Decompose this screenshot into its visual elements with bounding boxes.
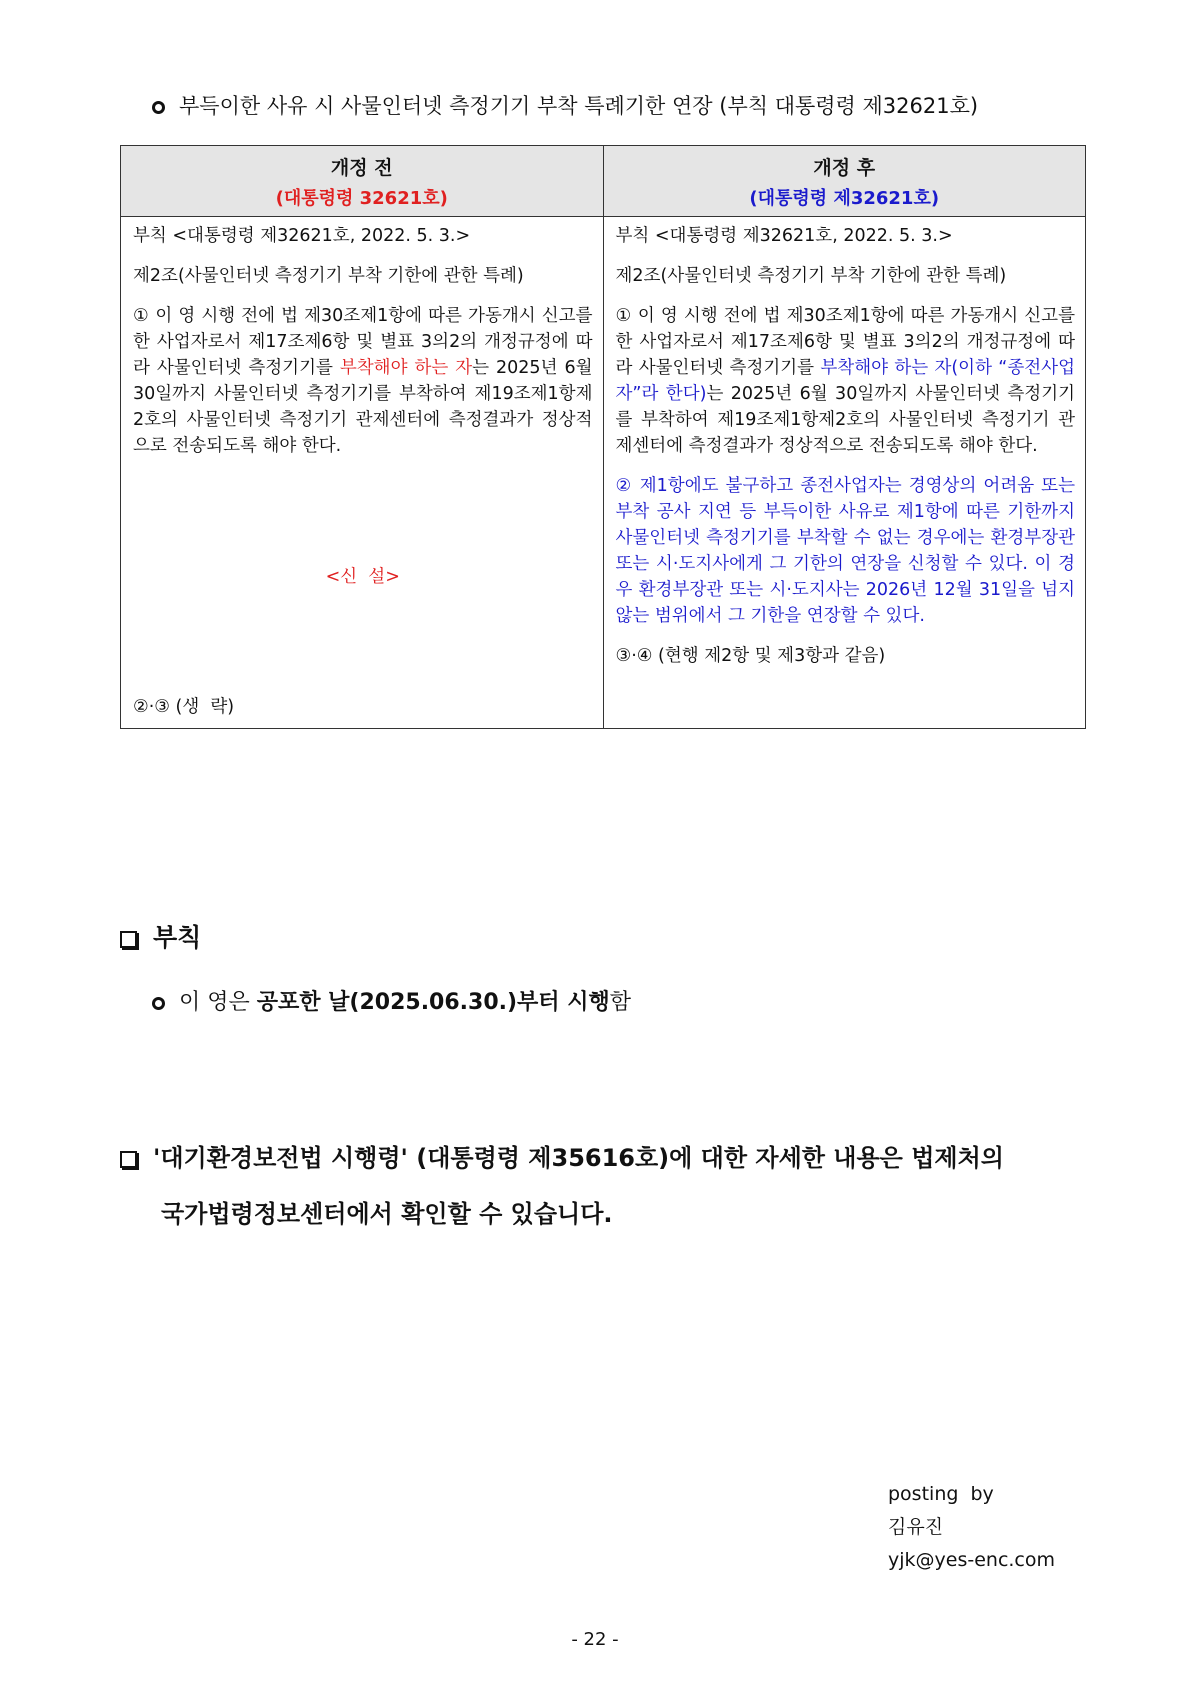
enforce-post: 함 <box>609 990 631 1015</box>
circle-bullet-icon <box>152 997 165 1010</box>
after-p1-highlight: 부착해야 하는 자(이하 “종전사업자”라 한다) <box>615 358 1075 404</box>
posting-name: 김유진 <box>888 1516 944 1538</box>
before-line2: 제2조(사물인터넷 측정기기 부착 기한에 관한 특례) <box>133 266 524 286</box>
after-p1-text-a: ① 이 영 시행 전에 법 제30조제1항에 따른 가동개시 신고를 한 사업자로서 제17조제6항 및 별표 3의2의 개정규정에 따라 사물인터넷 측정기기를 <box>615 306 1075 378</box>
before-subheader: (대통령령 32621호) <box>275 187 448 209</box>
after-line2: 제2조(사물인터넷 측정기기 부착 기한에 관한 특례) <box>615 266 1007 286</box>
after-subheader: (대통령령 제32621호) <box>749 187 940 209</box>
new-provision-placeholder <box>133 459 593 694</box>
before-p1-highlight: 부착해야 하는 자 <box>339 358 473 378</box>
page-number: - 22 - <box>571 1629 619 1650</box>
enforce-bold: 공포한 날(2025.06.30.)부터 시행 <box>256 990 610 1015</box>
square-bullet-icon <box>120 1151 137 1168</box>
new-provision-label: <신 설> <box>325 566 400 587</box>
notice-paragraph <box>120 1130 1080 1242</box>
after-line1: 부칙 <대통령령 제32621호, 2022. 5. 3.> <box>615 226 953 246</box>
after-header: 개정 후 <box>813 156 876 179</box>
notice-line2: 국가법령정보센터에서 확인할 수 있습니다. <box>161 1200 613 1228</box>
section-title-bucheok <box>120 918 201 954</box>
section-title-text: 부칙 <box>153 923 202 952</box>
before-p1-text-b: 는 2025년 6월 30일까지 사물인터넷 측정기기를 부착하여 제19조제1항제2호의 사물인터넷 측정기기 관제센터에 측정결과가 정상적으로 전송되도록 해야 한다. <box>133 358 593 456</box>
comparison-table <box>120 145 1086 729</box>
before-last-line: ②·③ (생 략) <box>133 697 235 717</box>
enforce-pre: 이 영은 <box>179 990 257 1015</box>
notice-line1: '대기환경보전법 시행령' (대통령령 제35616호)에 대한 자세한 내용은 법제처의 <box>153 1144 1004 1172</box>
before-cell <box>121 217 604 729</box>
before-paragraph1 <box>133 303 593 459</box>
table-body-row <box>121 217 1086 729</box>
before-header: 개정 전 <box>330 156 393 179</box>
before-p1-text-a: ① 이 영 시행 전에 법 제30조제1항에 따른 가동개시 신고를 한 사업자로서 제17조제6항 및 별표 3의2의 개정규정에 따라 사물인터넷 측정기기를 <box>133 306 593 378</box>
after-cell <box>603 217 1086 729</box>
posting-email: yjk@yes-enc.com <box>888 1549 1056 1571</box>
posting-info <box>888 1478 1055 1577</box>
square-bullet-icon <box>120 931 137 948</box>
after-paragraph1 <box>616 303 1076 459</box>
posting-label: posting by <box>888 1483 994 1505</box>
before-line1: 부칙 <대통령령 제32621호, 2022. 5. 3.> <box>133 226 471 246</box>
table-header-row <box>121 146 1086 217</box>
after-header-cell <box>603 146 1086 217</box>
enforcement-date-line <box>152 985 631 1016</box>
heading-text: 부득이한 사유 시 사물인터넷 측정기기 부착 특례기한 연장 (부칙 대통령령 제32621호) <box>179 94 979 118</box>
before-header-cell <box>121 146 604 217</box>
after-p1-text-b: 는 2025년 6월 30일까지 사물인터넷 측정기기를 부착하여 제19조제1항제2호의 사물인터넷 측정기기 관제센터에 측정결과가 정상적으로 전송되도록 해야 한다. <box>615 384 1076 456</box>
heading-special-deadline-extension <box>152 90 978 120</box>
after-paragraph2: ② 제1항에도 불구하고 종전사업자는 경영상의 어려움 또는 부착 공사 지연 등 부득이한 사유로 제1항에 따른 기한까지 사물인터넷 측정기기를 부착할 수 없는 경우에는 환경부장관 또는 시·도지사에게 그 기한의 연장을 신청할 수 있다. 이 경우 환경부장관 또는 시·도지사는 2026년 12월 31일을 넘지 않는 범위에서 그 기한을 연장할 수 있다. <box>615 476 1075 626</box>
circle-bullet-icon <box>152 101 165 114</box>
after-last-line: ③·④ (현행 제2항 및 제3항과 같음) <box>615 646 886 666</box>
